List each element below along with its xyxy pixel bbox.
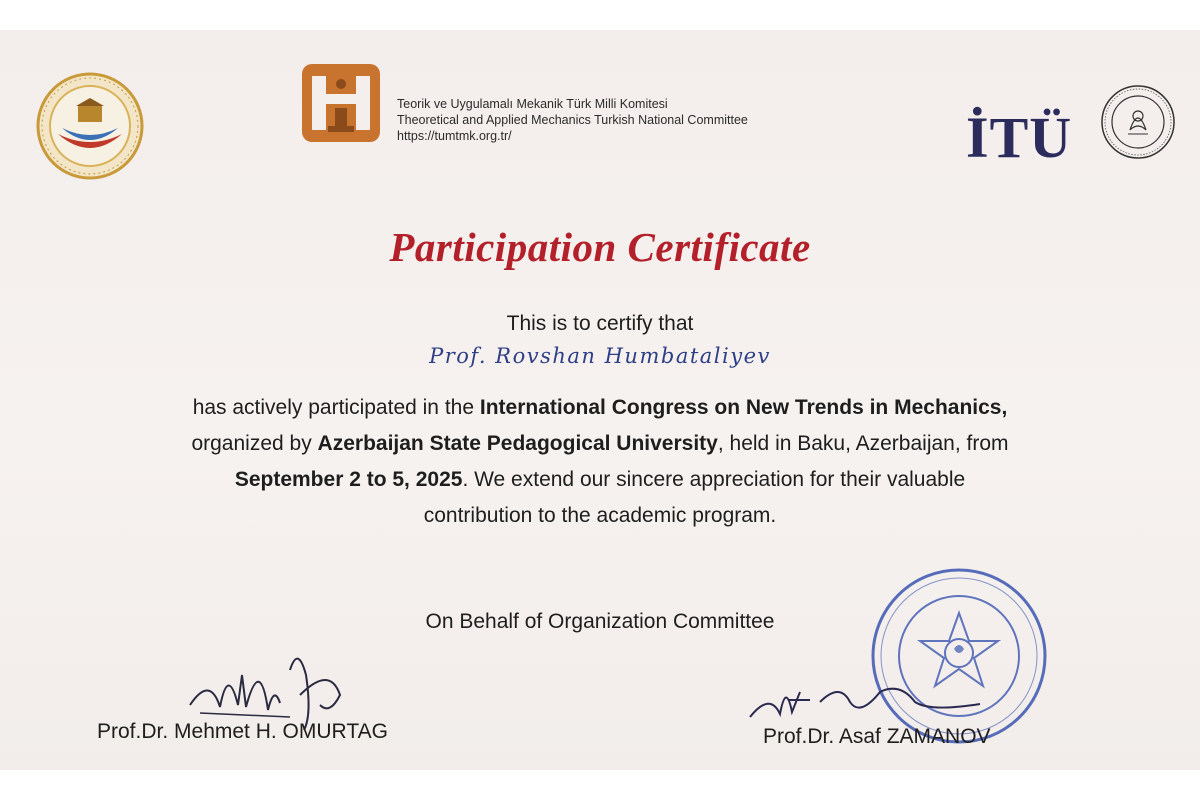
committee-info [397,96,748,144]
body-part-4: . We extend our sincere appreciation for their valuable [462,468,966,491]
body-part-5: contribution to the academic program. [423,504,777,527]
mechanics-committee-logo [302,64,380,142]
congress-dates: September 2 to 5, 2025 [234,468,463,491]
itu-logo-text: İTÜ [966,105,1073,170]
committee-name-turkish: Teorik ve Uygulamalı Mekanik Türk Milli Komitesi [397,97,668,111]
committee-url: https://tumtmk.org.tr/ [397,129,512,143]
istanbul-technical-university-seal [1100,84,1176,160]
body-part-1: has actively participated in the [192,396,480,419]
left-signer-name: Prof.Dr. Mehmet H. OMURTAG [97,720,388,743]
behalf-line: On Behalf of Organization Committee [425,610,775,633]
body-part-3: , held in Baku, Azerbaijan, from [717,432,1009,455]
congress-name: International Congress on New Trends in Mechanics, [479,396,1008,419]
university-seal-icon [36,72,144,180]
certificate [0,30,1200,770]
right-signer-name: Prof.Dr. Asaf ZAMANOV [763,725,991,748]
certificate-title: Participation Certificate [389,224,811,270]
certify-line: This is to certify that [506,312,694,335]
certificate-body [40,390,1160,534]
organizer-name: Azerbaijan State Pedagogical University [317,432,718,455]
right-signature [740,662,990,732]
recipient-name: Prof. Rovshan Humbataliyev [429,344,771,368]
body-part-2: organized by [191,432,318,455]
committee-name-english: Theoretical and Applied Mechanics Turkish National Committee [397,113,748,127]
